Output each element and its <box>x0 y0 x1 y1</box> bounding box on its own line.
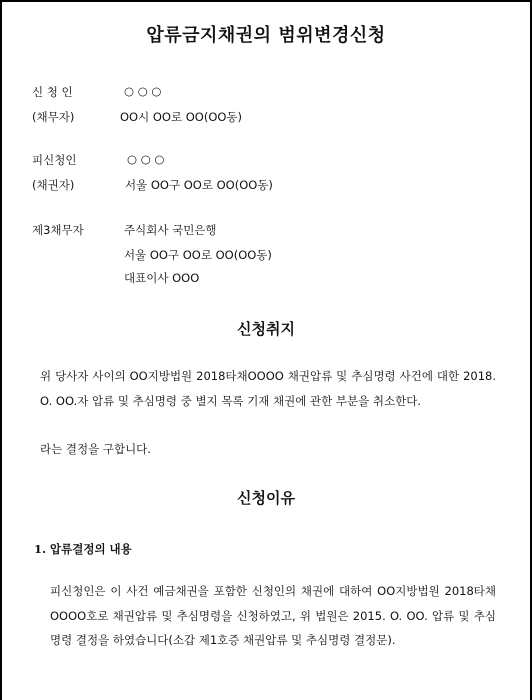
respondent-role: (채권자) <box>32 178 75 192</box>
third-debtor-representative: 대표이사 OOO <box>124 271 200 285</box>
applicant-role: (채무자) <box>32 110 75 124</box>
respondent-name: ○ ○ ○ <box>127 152 165 166</box>
third-debtor-label: 제3채무자 <box>32 223 84 237</box>
respondent-address: 서울 OO구 OO로 OO(OO동) <box>125 178 273 192</box>
applicant-name: ○ ○ ○ <box>124 84 162 98</box>
purpose-closing: 라는 결정을 구합니다. <box>40 442 151 456</box>
purpose-paragraph: 위 당사자 사이의 OO지방법원 2018타채OOOO 채권압류 및 추심명령 사건에 대한 2018. O. OO.자 압류 및 추심명령 중 별지 목록 기재 채권에 관한 부분을 취소한다. <box>40 369 496 408</box>
document-title: 압류금지채권의 범위변경신청 <box>146 25 386 46</box>
reason-subheading: 1. 압류결정의 내용 <box>34 542 132 556</box>
third-debtor-address: 서울 OO구 OO로 OO(OO동) <box>124 248 272 262</box>
respondent-label: 피신청인 <box>32 153 77 167</box>
reason-paragraph: 피신청인은 이 사건 예금채권을 포함한 신청인의 채권에 대하여 OO지방법원 2018타채OOOO호로 채권압류 및 추심명령을 신청하였고, 위 법원은 2015. O. OO. 압류 및 추심명령 결정을 하였습니다(소갑 제1호증 채권압류 및 추심명령 결정문). <box>50 584 496 647</box>
applicant-label: 신 청 인 <box>32 85 73 99</box>
applicant-address: OO시 OO로 OO(OO동) <box>120 110 243 124</box>
purpose-heading: 신청취지 <box>237 320 295 338</box>
third-debtor-name: 주식회사 국민은행 <box>124 223 217 237</box>
reason-heading: 신청이유 <box>237 489 295 507</box>
